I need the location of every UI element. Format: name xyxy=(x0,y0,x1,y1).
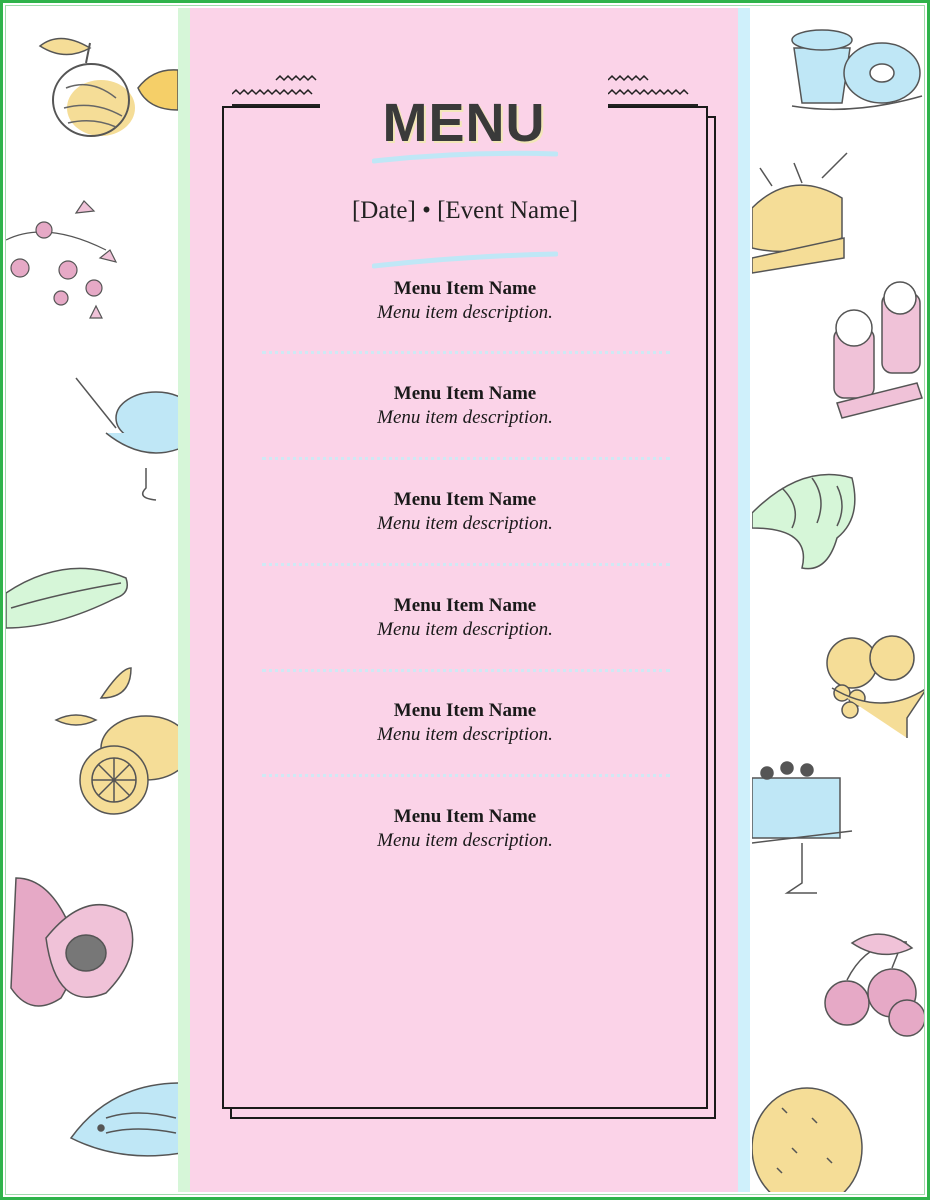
menu-item xyxy=(222,805,708,853)
menu-item xyxy=(222,277,708,325)
menu-item-name: Menu Item Name xyxy=(393,700,537,721)
ice-cream-icon xyxy=(76,378,178,500)
lemons-icon xyxy=(56,668,178,814)
fish-icon xyxy=(71,1083,178,1156)
melon-icon xyxy=(752,1088,862,1192)
item-divider xyxy=(262,457,670,460)
menu-item xyxy=(222,488,708,536)
sandwich-icon xyxy=(6,568,127,628)
menu-item-name: Menu Item Name xyxy=(393,806,537,827)
title-underline xyxy=(372,150,558,164)
date-event-subtitle: [Date] • [Event Name] xyxy=(351,197,578,224)
menu-item-name: Menu Item Name xyxy=(393,595,537,616)
item-divider xyxy=(262,351,670,354)
menu-item-description: Menu item description. xyxy=(377,513,553,534)
green-stripe xyxy=(178,8,190,1192)
cake-icon xyxy=(752,762,852,893)
lemon-slice-icon xyxy=(138,70,178,110)
croissant-icon xyxy=(752,475,855,569)
menu-item-name: Menu Item Name xyxy=(393,278,537,299)
menu-item-description: Menu item description. xyxy=(377,619,553,640)
menu-item-description: Menu item description. xyxy=(377,724,553,745)
left-illustrations xyxy=(6,8,178,1192)
blue-stripe xyxy=(738,8,750,1192)
item-divider xyxy=(262,563,670,566)
left-decoration-column xyxy=(6,8,178,1192)
salt-pepper-icon xyxy=(834,282,922,418)
cherries-icon xyxy=(825,934,924,1036)
zigzag-ornament-left xyxy=(232,74,322,108)
menu-item-name: Menu Item Name xyxy=(393,383,537,404)
right-illustrations xyxy=(752,8,924,1192)
menu-item-description: Menu item description. xyxy=(377,407,553,428)
menu-item-description: Menu item description. xyxy=(377,302,553,323)
menu-item-name: Menu Item Name xyxy=(393,489,537,510)
menu-title: MENU xyxy=(382,93,546,153)
item-divider xyxy=(262,669,670,672)
right-decoration-column xyxy=(752,8,924,1192)
coffee-donut-icon xyxy=(792,30,922,109)
zigzag-ornament-right xyxy=(608,74,698,108)
berries-icon xyxy=(6,201,116,318)
fruit-bowl-icon xyxy=(827,636,924,738)
apple-icon xyxy=(40,38,135,136)
subtitle-underline xyxy=(372,250,558,270)
roast-chicken-icon xyxy=(752,153,847,273)
menu-item-description: Menu item description. xyxy=(377,830,553,851)
menu-item xyxy=(222,699,708,747)
item-divider xyxy=(262,774,670,777)
menu-item xyxy=(222,594,708,642)
menu-item xyxy=(222,382,708,430)
avocado-icon xyxy=(11,878,133,1006)
